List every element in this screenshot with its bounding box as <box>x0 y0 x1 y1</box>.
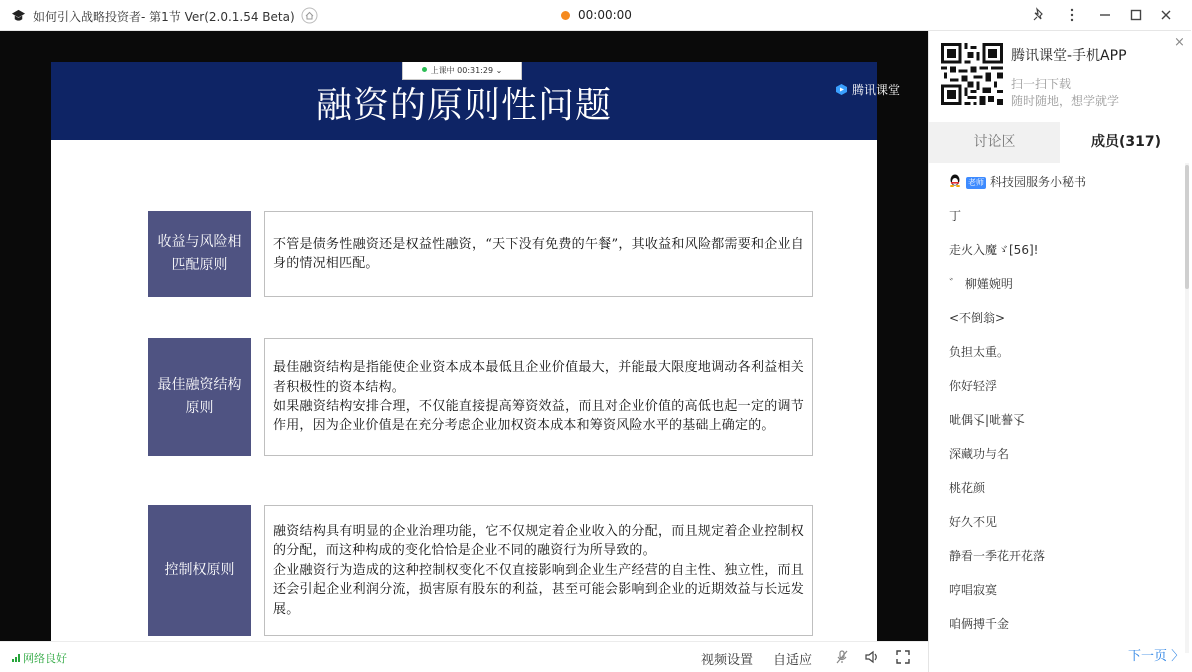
volume-icon[interactable] <box>864 649 880 665</box>
principle-text-3-content: 融资结构具有明显的企业治理功能，它不仅规定着企业收入的分配，而且规定着企业控制权的分配，而这种构成的变化恰恰是企业不同的融资行为所导致的。 企业融资行为造成的这种控制权变化不仅直接影响到企业生产经营的自主性、独立性，而且还会引起企业利润分流，损害原有股东的利益，甚至可能会影响到企业的近期效益与长远发展。 <box>273 523 804 617</box>
sidebar <box>928 31 1191 672</box>
principle-label-3: 控制权原则 <box>148 505 251 636</box>
tab-members[interactable]: 成员(317) <box>1060 122 1192 163</box>
promo-subtitle-download: 扫一扫下载 <box>1011 77 1072 91</box>
principle-label-1: 收益与风险相匹配原则 <box>148 211 251 297</box>
qr-code-icon <box>941 43 1003 105</box>
list-item[interactable]: ゛ 柳嫤婉明 <box>949 277 1013 291</box>
title-bar <box>0 0 1191 31</box>
list-item[interactable] <box>948 173 1086 190</box>
minimize-icon[interactable] <box>1096 6 1114 24</box>
principle-text-2 <box>264 338 813 456</box>
list-item[interactable]: 好久不见 <box>949 515 998 529</box>
promo-title: 腾讯课堂-手机APP <box>1011 48 1127 64</box>
video-stage <box>0 31 928 641</box>
principle-text-1-content: 不管是债务性融资还是权益性融资，“天下没有免费的午餐”，其收益和风险都需要和企业自身的情况相匹配。 <box>273 236 804 271</box>
list-item[interactable]: 桃花颜 <box>949 481 986 495</box>
list-item[interactable]: 丁 <box>949 209 962 223</box>
home-icon[interactable] <box>301 7 318 24</box>
maximize-icon[interactable] <box>1127 6 1145 24</box>
fit-mode-button[interactable]: 自适应 <box>773 653 813 668</box>
list-item[interactable]: 静看一季花开花落 <box>949 549 1046 563</box>
pin-icon[interactable] <box>1030 6 1048 24</box>
slide <box>51 62 901 667</box>
network-status-label: 网络良好 <box>23 652 67 665</box>
member-name: 科技园服务小秘书 <box>990 175 1087 189</box>
close-icon[interactable] <box>1157 6 1175 24</box>
brand-logo <box>835 81 900 98</box>
member-list <box>929 163 1181 643</box>
promo-close-button[interactable]: × <box>1174 35 1185 50</box>
list-item[interactable]: 呲偶孓|呲謩孓 <box>949 413 1026 427</box>
class-status-chip[interactable] <box>402 62 522 80</box>
sidebar-tabs <box>929 122 1192 163</box>
tab-discussion[interactable]: 讨论区 <box>973 134 1016 150</box>
list-item[interactable]: <不倒翁> <box>949 311 1006 325</box>
video-settings-button[interactable]: 视频设置 <box>701 653 754 668</box>
chevron-down-icon: ⌄ <box>493 66 503 75</box>
next-page-link[interactable]: 下一页 〉 <box>1128 649 1185 664</box>
list-item[interactable]: 负担太重。 <box>949 345 1010 359</box>
teacher-badge: 老师 <box>968 178 984 187</box>
recording-dot-icon <box>561 11 570 20</box>
principle-text-1 <box>264 211 813 297</box>
principle-text-2-content: 最佳融资结构是指能使企业资本成本最低且企业价值最大，并能最大限度地调动各利益相关者积极性的资本结构。 如果融资结构安排合理，不仅能直接提高筹资效益，而且对企业价值的高低也起一定的调节作用，因为企业价值是在充分考虑企业加权资本成本和筹资风险水平的基础上确定的。 <box>273 360 804 434</box>
player-toolbar <box>0 641 928 672</box>
signal-icon <box>12 654 20 662</box>
network-status <box>12 650 67 666</box>
list-item[interactable]: 深藏功与名 <box>949 447 1010 461</box>
brand-name: 腾讯课堂 <box>852 83 901 97</box>
record-time: 00:00:00 <box>578 8 632 22</box>
window-title: 如何引入战略投资者- 第1节 Ver(2.0.1.54 Beta) <box>33 10 295 24</box>
live-dot-icon <box>422 67 427 72</box>
member-list-scroll-thumb[interactable] <box>1185 165 1189 289</box>
mic-muted-icon[interactable] <box>834 649 850 665</box>
app-promo <box>929 31 1192 122</box>
promo-subtitle-slogan: 随时随地，想学就学 <box>1011 94 1120 108</box>
tencent-classroom-logo-icon <box>835 83 848 96</box>
slide-title: 融资的原则性问题 <box>315 85 612 126</box>
list-item[interactable]: 走火入魔ゞ[56]! <box>949 243 1039 257</box>
fullscreen-icon[interactable] <box>895 649 911 665</box>
list-item[interactable]: 哼唱寂寞 <box>949 583 998 597</box>
class-status-label: 上课中 00:31:29 <box>430 66 494 75</box>
list-item[interactable]: 咱俩搏千金 <box>949 617 1010 631</box>
graduation-cap-icon <box>11 8 26 23</box>
principle-label-2: 最佳融资结构原则 <box>148 338 251 456</box>
principle-text-3 <box>264 505 813 636</box>
list-item[interactable]: 你好轻浮 <box>949 379 998 393</box>
more-icon[interactable] <box>1063 6 1081 24</box>
